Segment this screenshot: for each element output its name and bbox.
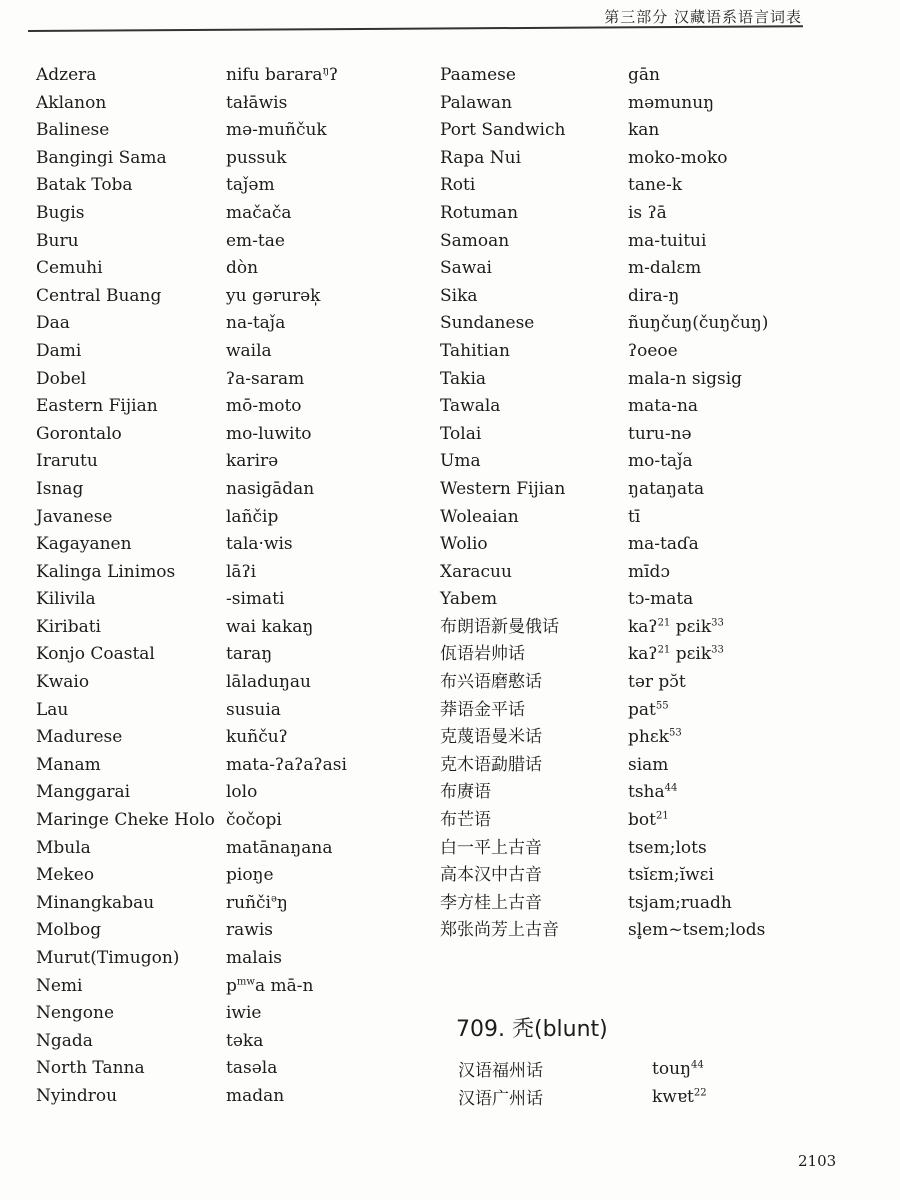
word-form [628,890,828,918]
language-column-2 [440,62,640,945]
word-form [226,283,426,311]
language-name: Cemuhi [36,258,103,279]
language-name: Manggarai [36,782,131,803]
word-form [628,917,828,945]
language-name: 郑张尚芳上古音 [440,920,559,941]
word-form-tail: ŋ [276,892,288,913]
word-form-text: yu gərurək̩ [226,285,321,306]
header-title: 第三部分 汉藏语系语言词表 [604,8,802,26]
word-form-text: na-taǰa [226,313,286,334]
word-form-text: wai kakaŋ [226,616,314,637]
word-form-text: tasəla [226,1058,278,1079]
superscript-tone: 44 [664,782,678,794]
word-form [226,614,426,642]
language-name: 李方桂上古音 [440,892,542,913]
superscript-tone: 44 [690,1059,704,1071]
section-language-column [458,1058,658,1113]
word-form [628,393,828,421]
word-form-text: nasigādan [226,478,315,499]
word-form-text: lolo [226,782,258,803]
language-name: Molbog [36,920,102,941]
word-form-text: kuñčuʔ [226,727,288,748]
word-form-text: touŋ [652,1059,691,1079]
word-form [628,172,828,200]
language-name: Sundanese [440,313,535,334]
word-form [628,669,828,697]
superscript-tone: 21 [657,644,671,656]
word-form [628,366,828,394]
word-form [226,835,426,863]
language-name: Minangkabau [36,892,155,913]
word-form [226,917,426,945]
word-form-text: ʔoeoe [628,340,678,361]
word-form-text: nifu barara [226,65,323,85]
language-name: Wolio [440,534,488,555]
language-name: Buru [36,230,79,251]
word-form [226,752,426,780]
word-form-text: matānaŋana [226,837,333,858]
word-form [628,779,828,807]
word-form-text: kwɐt [652,1086,694,1107]
word-form [628,807,828,835]
language-name: Manam [36,754,101,775]
language-name: 布赓语 [440,782,491,803]
language-name: Kilivila [36,589,96,610]
word-form-text: kan [628,120,660,141]
word-form-text: tɔ-mata [628,589,694,610]
superscript-tone: ə [270,893,277,905]
language-name: 佤语岩帅话 [440,644,525,665]
word-form [226,448,426,476]
language-name: Dami [36,340,82,361]
word-form-text: dira-ŋ [628,285,680,306]
word-form-text: mə-muñčuk [226,120,327,141]
word-form-text: ruñči [226,892,271,913]
word-form-text: waila [226,340,272,361]
word-form-text: turu-nə [628,423,692,444]
language-name: Adzera [36,65,97,85]
word-form-text: tsem;lots [628,837,707,858]
word-form-text: susuia [226,699,281,720]
word-form-text: karirə [226,451,279,472]
word-form [226,1083,426,1111]
language-name: 莽语金平话 [440,699,525,720]
word-form-text: p [226,975,237,996]
language-name: 白一平上古音 [440,837,542,858]
word-form-text: tər pɔ̆t [628,672,686,693]
word-form-text: təka [226,1030,264,1051]
word-form-text: pussuk [226,147,287,168]
header-rule [28,25,803,32]
language-name: Woleaian [440,506,519,527]
word-form [226,255,426,283]
word-form-text: kaʔ [628,644,658,665]
word-form-text: em-tae [226,230,285,251]
word-form [226,172,426,200]
language-name: 克木语勐腊话 [440,754,542,775]
word-form-text: lāʔi [226,561,257,582]
superscript-tone: mw [236,975,255,987]
language-name: Javanese [36,506,113,527]
word-form-text: gān [628,65,660,85]
language-name: Nengone [36,1003,115,1024]
word-form-text: rawis [226,920,273,941]
language-name: 布兴语磨憨话 [440,672,542,693]
word-form-tail: ʔ [329,65,339,85]
language-name: 汉语广州话 [458,1088,543,1109]
form-column-1 [226,62,426,1111]
word-form [652,1056,852,1084]
language-name: Western Fijian [440,478,566,499]
word-form [226,200,426,228]
language-name: 高本汉中古音 [440,865,542,886]
word-form-text: taraŋ [226,644,273,665]
language-name: Tahitian [440,340,510,361]
word-form [226,973,426,1001]
language-name: Kwaio [36,672,90,693]
language-name: Mekeo [36,865,95,886]
superscript-tone: 21 [655,810,669,822]
language-name: Rotuman [440,202,519,223]
word-form [226,807,426,835]
language-name: Murut(Timugon) [36,948,180,968]
word-form-text: mo-luwito [226,423,312,444]
language-name: Samoan [440,230,510,251]
language-name: Aklanon [36,92,107,113]
form-column-2 [628,62,828,945]
superscript-tone: 33 [711,644,724,656]
language-name: Sika [440,285,478,306]
language-name: Kiribati [36,616,101,637]
language-name: Dobel [36,368,87,389]
language-name: Nyindrou [36,1085,118,1106]
language-name: Uma [440,451,481,472]
language-name: 布芒语 [440,810,491,831]
word-form-text: məmunuŋ [628,92,715,113]
language-name: 克蔑语曼米话 [440,727,542,748]
word-form [628,476,828,504]
word-form [628,62,828,90]
word-form-text: ŋataŋata [628,478,705,499]
language-name: Daa [36,313,70,334]
language-column-1 [36,62,236,1111]
language-name: Eastern Fijian [36,396,158,417]
language-name: Bangingi Sama [36,147,167,168]
word-form-text: kaʔ [628,616,658,637]
word-form-text: lañčip [226,506,279,527]
language-name: Madurese [36,727,123,748]
word-form-text: moko-moko [628,147,728,168]
word-form [226,586,426,614]
word-form [226,145,426,173]
page-number: 2103 [798,1152,837,1170]
superscript-tone: 21 [657,617,671,629]
language-name: Xaracuu [440,561,512,582]
language-name: Irarutu [36,451,98,472]
language-name: Batak Toba [36,175,133,196]
word-form-text: mata-na [628,396,699,417]
word-form-text: iwie [226,1003,262,1024]
word-form [226,531,426,559]
language-name: Roti [440,175,476,196]
language-name: Isnag [36,478,84,499]
word-form [628,255,828,283]
word-form-text: -simati [226,589,285,610]
word-form [226,724,426,752]
word-form-text: phɛk [628,727,669,748]
word-form-text: ma-tuitui [628,230,707,251]
word-form [226,669,426,697]
language-name: Balinese [36,120,110,141]
word-form [628,862,828,890]
word-form-tail: pɛik [670,644,712,665]
word-form [226,779,426,807]
word-form [226,504,426,532]
language-name: Yabem [440,589,498,610]
section-form-column [652,1056,852,1111]
word-form [628,90,828,118]
word-form [628,504,828,532]
word-form-text: tsha [628,782,665,803]
word-form [226,366,426,394]
superscript-tone: 22 [693,1086,707,1098]
language-name: Lau [36,699,69,720]
superscript-tone: 33 [711,617,724,629]
word-form-text: čočopi [226,810,282,831]
word-form-tail: pɛik [670,616,712,637]
word-form [226,559,426,587]
word-form [628,283,828,311]
word-form [628,338,828,366]
word-form-text: malais [226,948,282,968]
word-form-text: siam [628,754,669,775]
language-name: Tawala [440,396,501,417]
word-form-text: mo-taǰa [628,451,693,472]
section-heading [456,1012,608,1043]
language-name: North Tanna [36,1058,145,1079]
word-form-text: pat [628,699,656,720]
word-form-text: m-dalɛm [628,258,702,279]
language-name: Nemi [36,975,83,996]
word-form [226,1028,426,1056]
word-form-text: tsjam;ruadh [628,892,732,913]
word-form [226,62,426,90]
word-form-text: pioŋe [226,865,274,886]
word-form [226,117,426,145]
word-form-text: ma-taɗa [628,534,699,555]
word-form-text: sl̥em~tsem;lods [628,920,766,941]
word-form-text: tane-k [628,175,683,196]
word-form [226,862,426,890]
word-form [226,890,426,918]
word-form [628,641,828,669]
language-name: Central Buang [36,285,162,306]
running-header [0,0,900,44]
language-name: Paamese [440,65,516,85]
word-form [226,641,426,669]
section-title: 秃(blunt) [511,1017,608,1042]
superscript-tone: 53 [668,727,682,739]
language-name: Palawan [440,92,513,113]
language-name: Kalinga Linimos [36,561,176,582]
section-number: 709. [456,1017,505,1042]
word-form [628,697,828,725]
language-name: Kagayanen [36,534,132,555]
word-form [652,1084,852,1112]
word-form [226,697,426,725]
language-name: Takia [440,368,487,389]
word-form [628,614,828,642]
word-form-text: mačača [226,202,292,223]
language-name: Ngada [36,1030,93,1051]
word-form [628,835,828,863]
word-form-text: mala-n sigsig [628,368,743,389]
language-name: Rapa Nui [440,147,522,168]
word-form-text: tałāwis [226,92,288,113]
language-name: Bugis [36,202,85,223]
word-form [226,1055,426,1083]
word-form [226,393,426,421]
word-form [628,448,828,476]
word-form-tail: a mā-n [254,975,314,996]
language-name: Konjo Coastal [36,644,155,665]
word-form [226,945,426,973]
word-form [226,228,426,256]
word-form [628,752,828,780]
word-form [628,200,828,228]
word-form [628,586,828,614]
word-form [226,338,426,366]
word-form [628,117,828,145]
word-form-text: mō-moto [226,396,302,417]
word-form [628,531,828,559]
word-form [226,90,426,118]
language-name: Gorontalo [36,423,122,444]
language-name: Mbula [36,837,91,858]
word-form [226,310,426,338]
language-name: 汉语福州话 [458,1061,543,1081]
word-form-text: tsĭɛm;ĭwɛi [628,865,714,886]
language-name: Maringe Cheke Holo [36,810,215,831]
word-form-text: dòn [226,258,259,279]
word-form-text: tala·wis [226,534,293,555]
word-form [628,310,828,338]
word-form [226,421,426,449]
word-form [628,228,828,256]
word-form [226,1000,426,1028]
word-form [628,145,828,173]
word-form [628,421,828,449]
language-name: Tolai [440,423,482,444]
language-name: Port Sandwich [440,120,566,141]
word-form-text: bot [628,810,656,831]
language-name: 布朗语新曼俄话 [440,616,559,637]
word-form-text: lāladuŋau [226,672,312,693]
superscript-tone: ŋ [322,65,330,77]
word-form-text: mīdɔ [628,561,670,582]
word-form [628,559,828,587]
word-form-text: is ʔā [628,202,667,223]
word-form-text: madan [226,1085,285,1106]
language-name: Sawai [440,258,492,279]
superscript-tone: 55 [655,700,669,711]
word-form [226,476,426,504]
word-form [628,724,828,752]
word-form-text: mata-ʔaʔaʔasi [226,754,347,775]
word-form-text: tī [628,506,641,527]
word-form-text: ñuŋčuŋ(čuŋčuŋ) [628,313,769,334]
word-form-text: taǰəm [226,175,275,196]
word-form-text: ʔa-saram [226,368,305,389]
